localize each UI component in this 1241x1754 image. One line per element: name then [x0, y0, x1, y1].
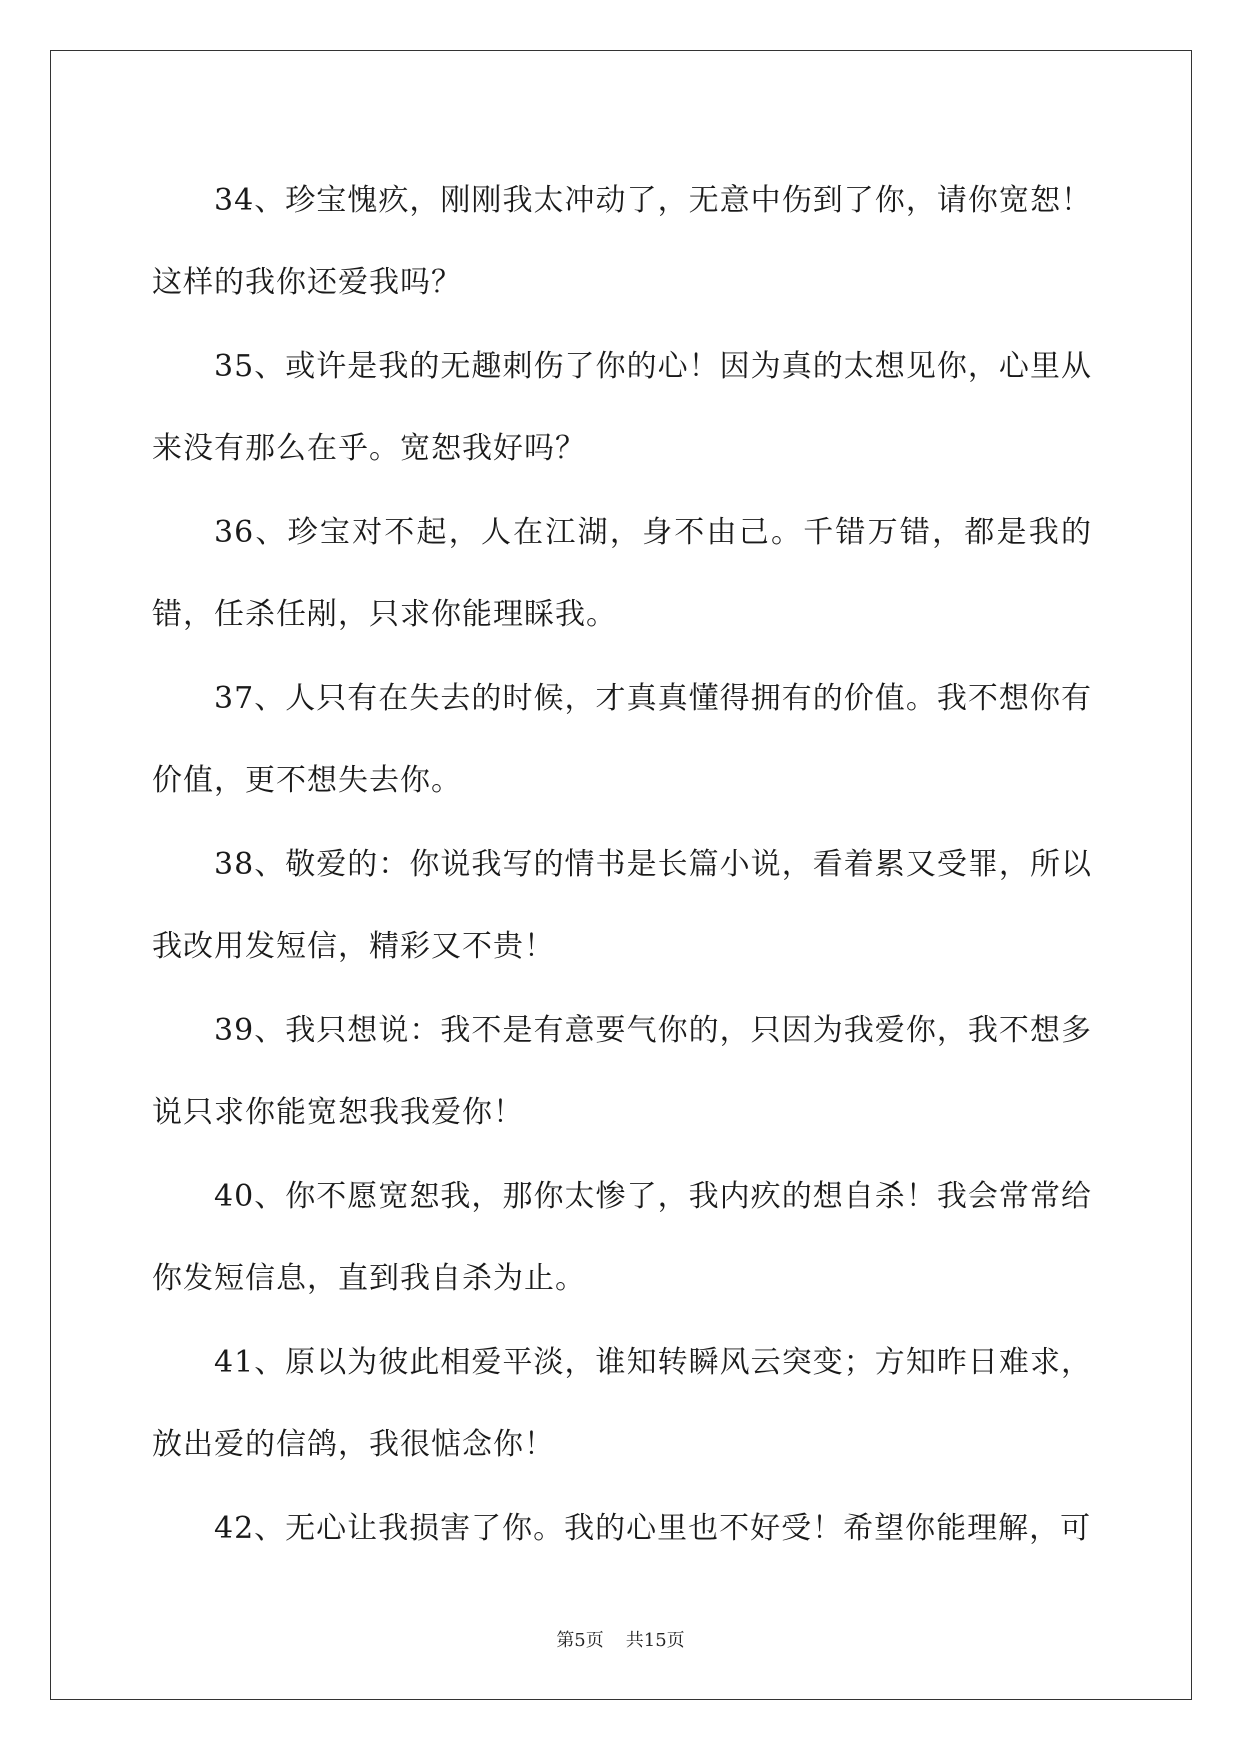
paragraph-39: 39、我只想说：我不是有意要气你的，只因为我爱你，我不想多说只求你能宽恕我我爱你！: [152, 1013, 1092, 1130]
paragraph-37: 37、人只有在失去的时候，才真真懂得拥有的价值。我不想你有价值，更不想失去你。: [152, 681, 1092, 798]
document-body: [152, 160, 1092, 1572]
page-footer: [0, 1626, 1241, 1652]
page-total: 共15页: [625, 1630, 685, 1651]
paragraph-41: 41、原以为彼此相爱平淡，谁知转瞬风云突变；方知昨日难求，放出爱的信鸽，我很惦念你！: [152, 1345, 1092, 1462]
paragraph-42: 42、无心让我损害了你。我的心里也不好受！希望你能理解，可: [214, 1511, 1092, 1546]
paragraph-38: 38、敬爱的：你说我写的情书是长篇小说，看着累又受罪，所以我改用发短信，精彩又不贵！: [152, 847, 1092, 964]
paragraph-36: 36、珍宝对不起，人在江湖，身不由己。千错万错，都是我的错，任杀任剐，只求你能理睬我。: [152, 515, 1092, 632]
paragraph-40: 40、你不愿宽恕我，那你太惨了，我内疚的想自杀！我会常常给你发短信息，直到我自杀为止。: [152, 1179, 1092, 1296]
page-number: 第5页: [556, 1630, 604, 1651]
paragraph-35: 35、或许是我的无趣刺伤了你的心！因为真的太想见你，心里从来没有那么在乎。宽恕我好吗？: [152, 349, 1092, 466]
paragraph-34: 34、珍宝愧疚，刚刚我太冲动了，无意中伤到了你，请你宽恕！这样的我你还爱我吗？: [152, 183, 1092, 300]
